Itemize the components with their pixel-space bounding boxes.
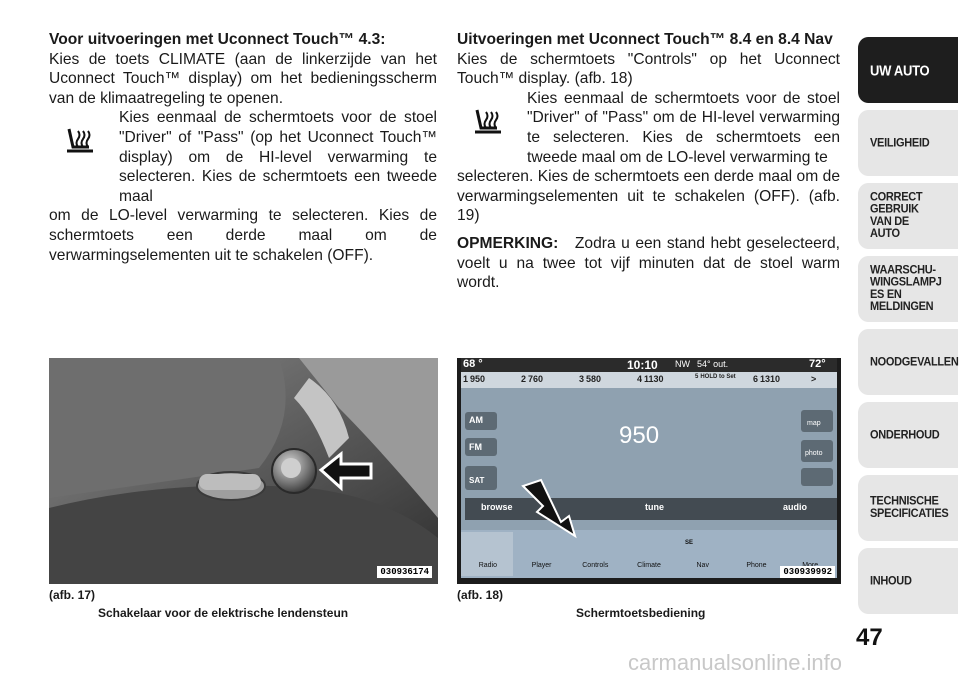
preset-5[interactable]: 5 HOLD to Set <box>695 374 736 380</box>
nav-climate[interactable]: Climate <box>637 562 661 569</box>
footer-watermark: carmanualsonline.info <box>628 650 843 675</box>
temp-right: 72° <box>809 358 826 370</box>
tab-veiligheid[interactable]: VEILIGHEID <box>858 110 958 176</box>
tab-uw-auto[interactable]: UW AUTO <box>858 37 958 103</box>
tab-noodgevallen[interactable]: NOODGEVALLEN <box>858 329 958 395</box>
audio-button[interactable]: audio <box>783 502 807 512</box>
next-arrow-icon[interactable]: > <box>811 374 817 384</box>
fm-button[interactable]: FM <box>469 442 482 452</box>
paragraph-seat-indent: Kies eenmaal de schermtoets voor de stoel "Driver" of "Pass" (op het Uconnect Touch™ display) om de HI-level verwarming te selecteren. Kies de schermtoets een tweede maal <box>119 109 437 205</box>
heated-seat-instruction <box>49 108 437 206</box>
section-heading-uconnect-8-4: Uitvoeringen met Uconnect Touch™ 8.4 en 8.4 Nav <box>457 31 833 48</box>
temp-left: 68 ° <box>463 358 483 370</box>
tab-correct-gebruik[interactable]: CORRECT GEBRUIK VAN DE AUTO <box>858 183 958 249</box>
preset-1[interactable]: 1 950 <box>463 374 486 384</box>
frequency-display: 950 <box>619 422 660 449</box>
heated-seat-icon <box>49 108 111 174</box>
nav-controls[interactable]: Controls <box>582 562 609 569</box>
section-heading-uconnect-4-3: Voor uitvoeringen met Uconnect Touch™ 4.3: <box>49 31 386 48</box>
heated-seat-instruction-2 <box>457 89 840 167</box>
preset-2[interactable]: 2 760 <box>521 374 544 384</box>
lumbar-switch-photo <box>49 358 438 584</box>
nav-nav[interactable]: Nav <box>696 562 709 569</box>
browse-button[interactable]: browse <box>481 502 513 512</box>
preset-3[interactable]: 3 580 <box>579 374 602 384</box>
paragraph-seat-rest: om de LO-level verwarming te selecteren. Kies de schermtoets een derde maal om de verwarmingselementen uit te schakelen (OFF). <box>49 207 437 264</box>
tab-waarschuwingslampjes[interactable]: WAARSCHU-WINGSLAMPJES EN MELDINGEN <box>858 256 958 322</box>
tab-inhoud[interactable]: INHOUD <box>858 548 958 614</box>
nav-radio[interactable]: Radio <box>478 562 497 569</box>
paragraph-climate: Kies de toets CLIMATE (aan de linkerzijde van het Uconnect Touch™ display) om het bedieningsscherm van de klimaatregeling te openen. <box>49 50 437 107</box>
outside-temp: 54° out. <box>697 359 729 369</box>
figure-code: 030939992 <box>780 566 835 578</box>
right-column <box>457 30 840 293</box>
figure-label: (afb. 17) <box>49 588 96 602</box>
clock: 10:10 <box>627 358 658 372</box>
tab-technische-specificaties[interactable]: TECHNISCHE SPECIFICATIES <box>858 475 958 541</box>
tune-button[interactable]: tune <box>645 502 664 512</box>
photo-button[interactable]: photo <box>805 450 823 457</box>
compass-heading: NW <box>675 359 690 369</box>
page-number: 47 <box>856 624 883 651</box>
heated-seat-icon <box>457 89 519 155</box>
am-button[interactable]: AM <box>469 415 483 425</box>
paragraph-seat-indent-2: Kies eenmaal de schermtoets voor de stoel "Driver" of "Pass" om de HI-level verwarming te selecteren. Kies de schermtoets een tweede maal om de LO-level verwarming te <box>527 89 840 166</box>
map-button[interactable]: map <box>807 420 821 427</box>
paragraph-seat-rest-2: selecteren. Kies de schermtoets een derde maal om de verwarmingselementen uit te schakelen (OFF). (afb. 19) <box>457 168 840 225</box>
note-paragraph <box>457 234 840 293</box>
paragraph-controls: Kies de schermtoets "Controls" op het Uconnect Touch™ display. (afb. 18) <box>457 50 840 88</box>
nav-player[interactable]: Player <box>531 562 552 569</box>
se-badge: SE <box>685 540 694 546</box>
tab-onderhoud[interactable]: ONDERHOUD <box>858 402 958 468</box>
preset-6[interactable]: 6 1310 <box>753 374 781 384</box>
preset-bar <box>463 374 835 388</box>
note-label: OPMERKING: <box>457 234 559 252</box>
figure-caption: Schakelaar voor de elektrische lendensteun <box>98 606 349 620</box>
note-text: Zodra u een stand hebt geselecteerd, voelt u na twee tot vijf minuten dat de stoel warm wordt. <box>457 234 840 292</box>
sat-button[interactable]: SAT <box>469 476 485 485</box>
preset-4[interactable]: 4 1130 <box>637 374 664 384</box>
figure-label: (afb. 18) <box>457 588 504 602</box>
left-column <box>49 30 437 265</box>
figure-caption: Schermtoetsbediening <box>576 606 706 620</box>
figure-code: 030936174 <box>377 566 432 578</box>
uconnect-screen-photo <box>457 358 841 584</box>
nav-phone[interactable]: Phone <box>746 562 767 569</box>
